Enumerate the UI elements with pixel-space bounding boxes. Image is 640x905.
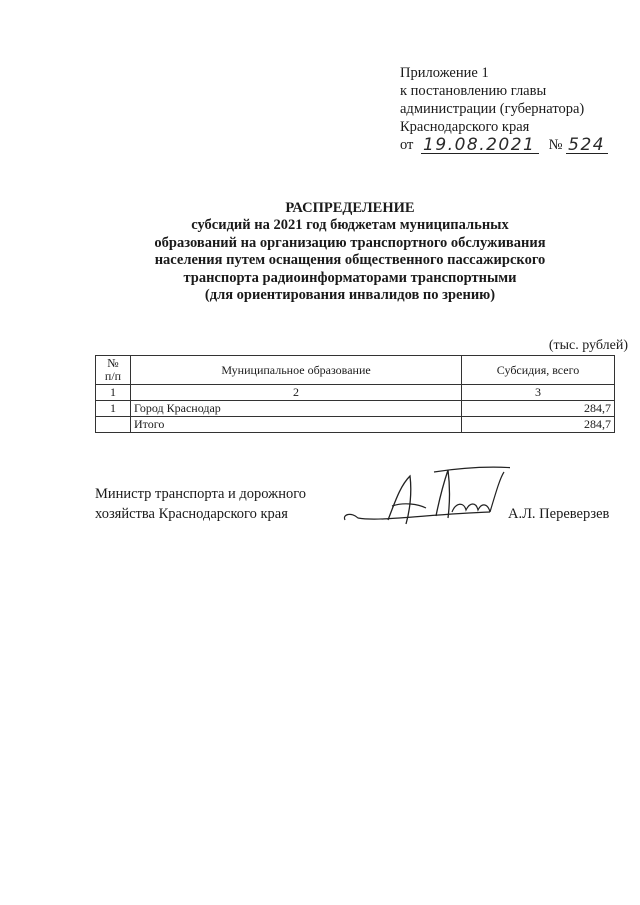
unit-label: (тыс. рублей) (548, 338, 628, 353)
annex-line-3: администрации (губернатора) (400, 101, 585, 117)
header-num-sign: № (107, 356, 119, 370)
row-amount: 284,7 (462, 401, 615, 417)
annex-line-2: к постановлению главы (400, 83, 547, 99)
header-num-pp: п/п (104, 369, 122, 383)
table-header-row (96, 356, 615, 385)
title-heading: РАСПРЕДЕЛЕНИЕ (285, 200, 415, 216)
number-prefix: № (548, 137, 563, 153)
header-num (96, 356, 131, 385)
total-row (96, 417, 615, 433)
annex-block (400, 64, 630, 154)
signatory-position (95, 484, 306, 524)
annex-line-1: Приложение 1 (400, 65, 489, 81)
header-municipality: Муниципальное образование (131, 356, 462, 385)
column-number-2: 2 (131, 385, 462, 401)
header-subsidy: Субсидия, всего (462, 356, 615, 385)
position-line-2: хозяйства Краснодарского края (95, 506, 288, 522)
handwritten-number: 524 (568, 135, 606, 155)
date-field (421, 136, 539, 154)
total-amount: 284,7 (462, 417, 615, 433)
title-line-3: населения путем оснащения общественного пассажирского (154, 252, 546, 269)
title-line-1: субсидий на 2021 год бюджетам муниципальных (191, 217, 509, 234)
position-line-1: Министр транспорта и дорожного (95, 486, 307, 502)
document-title (110, 200, 590, 304)
title-line-4: транспорта радиоинформаторами транспортными (183, 269, 517, 286)
title-line-5: (для ориентирования инвалидов по зрению) (204, 287, 496, 304)
total-num-empty (96, 417, 131, 433)
date-prefix: от (400, 137, 414, 153)
row-municipality: Город Краснодар (131, 401, 462, 417)
distribution-table (95, 355, 615, 433)
handwritten-signature (340, 462, 510, 532)
column-number-3: 3 (462, 385, 615, 401)
annex-line-4: Краснодарского края (400, 119, 530, 135)
total-label: Итого (131, 417, 462, 433)
row-num: 1 (96, 401, 131, 417)
signatory-name: А.Л. Переверзев (508, 506, 610, 522)
number-field (566, 136, 608, 154)
table-row (96, 401, 615, 417)
title-line-2: образований на организацию транспортного обслуживания (154, 234, 546, 251)
handwritten-date: 19.08.2021 (423, 135, 536, 155)
annex-date-line (400, 136, 630, 154)
column-number-1: 1 (96, 385, 131, 401)
column-number-row (96, 385, 615, 401)
